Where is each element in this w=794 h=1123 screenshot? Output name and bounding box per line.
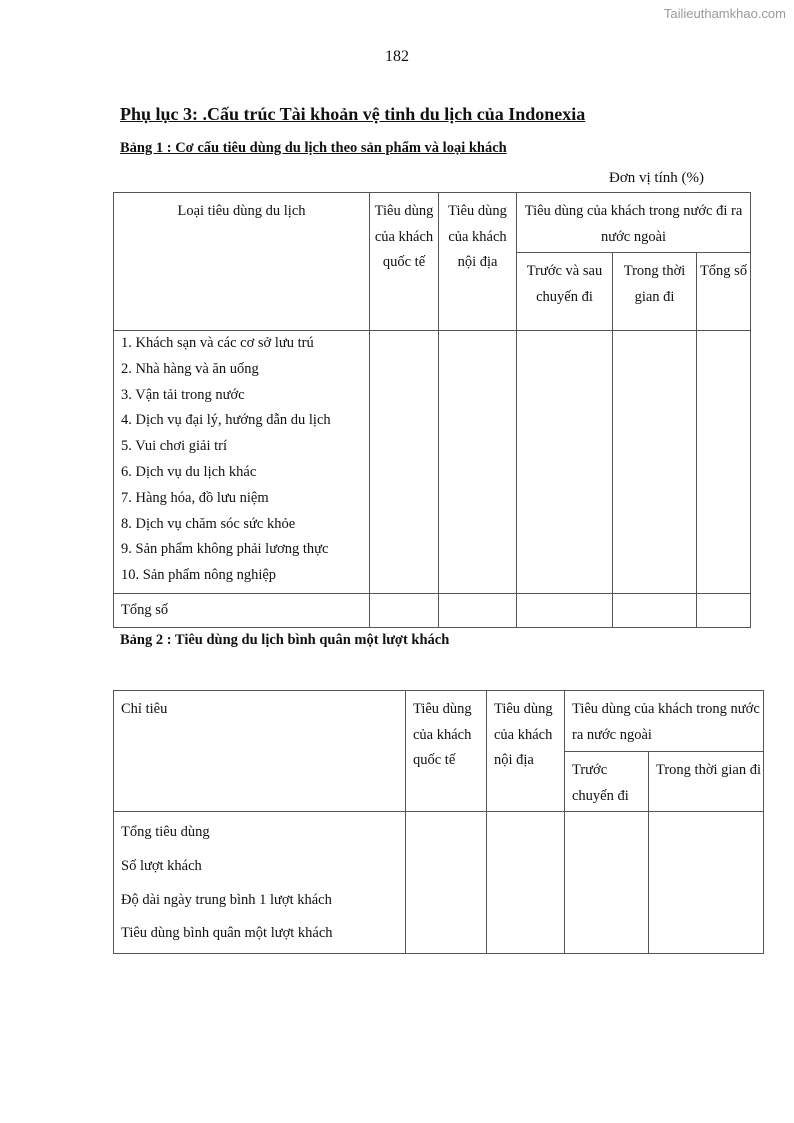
list-item: 1. Khách sạn và các cơ sở lưu trú [121,335,314,351]
list-item: Tiêu dùng bình quân một lượt khách [121,925,333,942]
empty-cell [439,593,517,627]
header-domestic: Tiêu dùng của khách nội địa [439,193,517,331]
list-item: 2. Nhà hàng và ăn uống [121,360,259,377]
empty-cell [487,812,565,954]
list-item: 8. Dịch vụ chăm sóc sức khỏe [121,515,296,532]
header-outbound: Tiêu dùng của khách trong nước đi ra nước ngoài [517,193,751,253]
header-international: Tiêu dùng của khách quốc tế [406,691,487,812]
list-item: Độ dài ngày trung bình 1 lượt khách [121,891,332,908]
empty-cell [613,331,697,594]
header-before-trip: Trước chuyến đi [565,752,649,812]
page-number: 182 [385,48,409,65]
header-outbound: Tiêu dùng của khách trong nước ra nước ngoài [565,691,764,752]
list-item: 5. Vui chơi giải trí [121,438,228,455]
list-item: 6. Dịch vụ du lịch khác [121,463,257,480]
header-category: Loại tiêu dùng du lịch [114,193,370,331]
empty-cell [406,812,487,954]
empty-cell [370,593,439,627]
table2-caption: Bảng 2 : Tiêu dùng du lịch bình quân một lượt khách [120,632,450,648]
consumption-items [114,331,370,594]
list-item: Số lượt khách [121,857,202,874]
list-item: 9. Sản phẩm không phải lương thực [121,541,329,558]
list-item: 4. Dịch vụ đại lý, hướng dẫn du lịch [121,412,331,429]
total-row-label: Tổng số [114,593,370,627]
empty-cell [649,812,764,954]
header-total: Tổng số [697,253,751,331]
per-visitor-consumption-table [113,690,764,954]
list-item: 10. Sản phẩm nông nghiệp [121,567,277,584]
consumption-structure-table [113,192,751,628]
empty-cell [517,593,613,627]
empty-cell [517,331,613,594]
appendix-title: Phụ lục 3: .Cấu trúc Tài khoản vệ tinh du lịch của Indonexia [120,104,586,124]
header-during-trip: Trong thời gian đi [649,752,764,812]
header-international: Tiêu dùng của khách quốc tế [370,193,439,331]
table1-caption: Bảng 1 : Cơ cấu tiêu dùng du lịch theo sản phẩm và loại khách [120,140,507,156]
unit-note: Đơn vị tính (%) [608,170,704,186]
empty-cell [565,812,649,954]
empty-cell [697,593,751,627]
empty-cell [439,331,517,594]
header-before-after-trip: Trước và sau chuyến đi [517,253,613,331]
empty-cell [370,331,439,594]
header-domestic: Tiêu dùng của khách nội địa [487,691,565,812]
list-item: 7. Hàng hóa, đồ lưu niệm [121,489,269,506]
indicator-items [114,812,406,954]
empty-cell [613,593,697,627]
watermark: Tailieuthamkhao.com [663,6,786,21]
header-during-trip: Trong thời gian đi [613,253,697,331]
list-item: Tổng tiêu dùng [121,824,210,840]
header-indicator: Chỉ tiêu [114,691,406,812]
list-item: 3. Vận tải trong nước [121,386,245,403]
empty-cell [697,331,751,594]
